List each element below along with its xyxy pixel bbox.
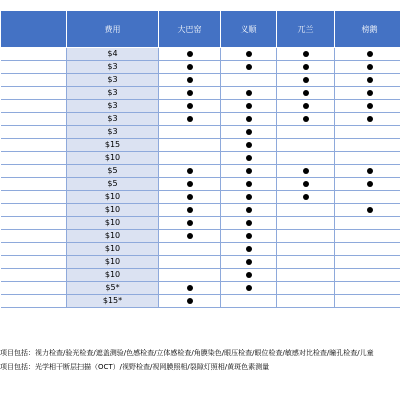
table-row	[1, 48, 400, 61]
availability-cell	[221, 100, 277, 113]
availability-cell	[335, 113, 400, 126]
fee-cell: $3	[67, 113, 159, 126]
fee-cell: $3	[67, 87, 159, 100]
availability-cell	[159, 204, 221, 217]
table-header-row	[1, 11, 400, 48]
service-name-cell	[1, 126, 67, 139]
available-dot-icon	[367, 168, 373, 174]
fee-cell: $10	[67, 191, 159, 204]
availability-cell	[221, 61, 277, 74]
availability-cell	[221, 295, 277, 308]
table-row	[1, 230, 400, 243]
table-row	[1, 139, 400, 152]
available-dot-icon	[187, 64, 193, 70]
available-dot-icon	[246, 142, 252, 148]
availability-cell	[159, 48, 221, 61]
service-name-cell	[1, 282, 67, 295]
available-dot-icon	[303, 181, 309, 187]
service-name-cell	[1, 152, 67, 165]
fee-cell: $10	[67, 204, 159, 217]
available-dot-icon	[246, 207, 252, 213]
service-name-cell	[1, 178, 67, 191]
availability-cell	[277, 217, 335, 230]
service-name-cell	[1, 113, 67, 126]
available-dot-icon	[246, 181, 252, 187]
service-name-cell	[1, 74, 67, 87]
availability-cell	[221, 256, 277, 269]
availability-cell	[335, 74, 400, 87]
fee-cell: $5*	[67, 282, 159, 295]
footnote-line: 项目包括：光学相干断层扫描（OCT）/视野检查/视网膜照相/裂隙灯照相/黄斑色素测量	[0, 363, 270, 371]
availability-cell	[335, 256, 400, 269]
availability-cell	[159, 269, 221, 282]
availability-cell	[335, 230, 400, 243]
available-dot-icon	[246, 129, 252, 135]
availability-cell	[335, 139, 400, 152]
available-dot-icon	[246, 233, 252, 239]
service-name-cell	[1, 217, 67, 230]
availability-cell	[159, 217, 221, 230]
availability-cell	[221, 243, 277, 256]
availability-cell	[159, 152, 221, 165]
availability-cell	[277, 204, 335, 217]
availability-cell	[335, 243, 400, 256]
table-row	[1, 87, 400, 100]
available-dot-icon	[367, 103, 373, 109]
availability-cell	[335, 87, 400, 100]
availability-cell	[335, 191, 400, 204]
available-dot-icon	[246, 220, 252, 226]
available-dot-icon	[187, 181, 193, 187]
available-dot-icon	[367, 181, 373, 187]
table-row	[1, 204, 400, 217]
availability-cell	[277, 61, 335, 74]
fee-cell: $3	[67, 100, 159, 113]
service-name-cell	[1, 48, 67, 61]
availability-cell	[221, 74, 277, 87]
availability-cell	[159, 126, 221, 139]
available-dot-icon	[246, 285, 252, 291]
table-row	[1, 61, 400, 74]
availability-cell	[335, 269, 400, 282]
availability-cell	[277, 282, 335, 295]
fee-cell: $10	[67, 269, 159, 282]
availability-cell	[335, 165, 400, 178]
availability-cell	[159, 113, 221, 126]
available-dot-icon	[303, 194, 309, 200]
availability-cell	[335, 295, 400, 308]
service-name-cell	[1, 269, 67, 282]
availability-cell	[221, 191, 277, 204]
availability-cell	[159, 165, 221, 178]
availability-cell	[159, 191, 221, 204]
availability-cell	[277, 139, 335, 152]
table-row	[1, 126, 400, 139]
available-dot-icon	[303, 116, 309, 122]
service-name-cell	[1, 191, 67, 204]
availability-cell	[159, 87, 221, 100]
available-dot-icon	[303, 64, 309, 70]
availability-cell	[277, 230, 335, 243]
availability-cell	[221, 139, 277, 152]
availability-cell	[335, 282, 400, 295]
available-dot-icon	[246, 194, 252, 200]
availability-cell	[277, 87, 335, 100]
availability-cell	[221, 152, 277, 165]
available-dot-icon	[246, 259, 252, 265]
service-name-cell	[1, 256, 67, 269]
available-dot-icon	[246, 103, 252, 109]
availability-cell	[159, 282, 221, 295]
available-dot-icon	[246, 168, 252, 174]
available-dot-icon	[187, 298, 193, 304]
available-dot-icon	[187, 285, 193, 291]
available-dot-icon	[187, 77, 193, 83]
available-dot-icon	[367, 116, 373, 122]
availability-cell	[277, 113, 335, 126]
available-dot-icon	[187, 220, 193, 226]
availability-cell	[277, 48, 335, 61]
available-dot-icon	[187, 207, 193, 213]
availability-cell	[277, 178, 335, 191]
availability-cell	[221, 165, 277, 178]
header-punggol: 榜鹅	[335, 11, 400, 48]
available-dot-icon	[367, 207, 373, 213]
table-row	[1, 100, 400, 113]
available-dot-icon	[246, 116, 252, 122]
table-row	[1, 217, 400, 230]
availability-cell	[159, 256, 221, 269]
service-name-cell	[1, 230, 67, 243]
fee-cell: $10	[67, 217, 159, 230]
table-row	[1, 282, 400, 295]
fee-cell: $3	[67, 126, 159, 139]
footnotes	[0, 346, 400, 374]
availability-cell	[221, 204, 277, 217]
availability-cell	[277, 126, 335, 139]
available-dot-icon	[246, 90, 252, 96]
availability-cell	[159, 178, 221, 191]
service-name-cell	[1, 165, 67, 178]
available-dot-icon	[246, 64, 252, 70]
availability-cell	[335, 100, 400, 113]
availability-cell	[277, 269, 335, 282]
availability-cell	[335, 126, 400, 139]
availability-cell	[335, 217, 400, 230]
table-row	[1, 269, 400, 282]
fee-cell: $15	[67, 139, 159, 152]
fee-cell: $10	[67, 230, 159, 243]
service-name-cell	[1, 87, 67, 100]
available-dot-icon	[303, 90, 309, 96]
available-dot-icon	[303, 168, 309, 174]
table-row	[1, 178, 400, 191]
header-toa-payoh: 大巴窑	[159, 11, 221, 48]
table-row	[1, 243, 400, 256]
service-name-cell	[1, 100, 67, 113]
available-dot-icon	[246, 155, 252, 161]
table-body	[1, 48, 400, 308]
fee-cell: $5	[67, 165, 159, 178]
available-dot-icon	[187, 233, 193, 239]
available-dot-icon	[367, 90, 373, 96]
available-dot-icon	[187, 194, 193, 200]
available-dot-icon	[187, 168, 193, 174]
service-name-cell	[1, 243, 67, 256]
fee-cell: $10	[67, 243, 159, 256]
table-row	[1, 152, 400, 165]
available-dot-icon	[187, 51, 193, 57]
availability-cell	[335, 152, 400, 165]
availability-cell	[159, 295, 221, 308]
service-name-cell	[1, 61, 67, 74]
footnote-line: 项目包括：视力检查/验光检查/遮盖测验/色感检查/立体感检查/角膜染色/眼压检查/眼位检查/敏感对比检查/瞳孔检查/儿童	[0, 349, 374, 357]
service-name-cell	[1, 139, 67, 152]
availability-cell	[221, 126, 277, 139]
service-fee-table	[0, 10, 400, 308]
availability-cell	[221, 48, 277, 61]
available-dot-icon	[187, 116, 193, 122]
header-yishun: 义顺	[221, 11, 277, 48]
table-row	[1, 165, 400, 178]
availability-cell	[159, 61, 221, 74]
availability-cell	[277, 243, 335, 256]
fee-cell: $4	[67, 48, 159, 61]
availability-cell	[221, 178, 277, 191]
available-dot-icon	[187, 90, 193, 96]
availability-cell	[277, 74, 335, 87]
availability-cell	[335, 48, 400, 61]
fee-cell: $3	[67, 61, 159, 74]
available-dot-icon	[303, 77, 309, 83]
availability-cell	[277, 100, 335, 113]
availability-cell	[277, 165, 335, 178]
availability-cell	[277, 191, 335, 204]
availability-cell	[221, 269, 277, 282]
available-dot-icon	[367, 51, 373, 57]
availability-cell	[335, 61, 400, 74]
availability-cell	[335, 204, 400, 217]
availability-cell	[277, 295, 335, 308]
available-dot-icon	[187, 103, 193, 109]
availability-cell	[221, 282, 277, 295]
header-woodlands: 兀兰	[277, 11, 335, 48]
table-row	[1, 74, 400, 87]
availability-cell	[159, 100, 221, 113]
fee-cell: $3	[67, 74, 159, 87]
table-row	[1, 191, 400, 204]
availability-cell	[221, 87, 277, 100]
availability-cell	[159, 230, 221, 243]
available-dot-icon	[246, 246, 252, 252]
available-dot-icon	[367, 64, 373, 70]
fee-cell: $10	[67, 152, 159, 165]
table-row	[1, 295, 400, 308]
fee-cell: $5	[67, 178, 159, 191]
header-service-name	[1, 11, 67, 48]
availability-cell	[159, 139, 221, 152]
service-name-cell	[1, 295, 67, 308]
available-dot-icon	[303, 51, 309, 57]
available-dot-icon	[367, 77, 373, 83]
fee-cell: $15*	[67, 295, 159, 308]
table-row	[1, 113, 400, 126]
availability-cell	[277, 152, 335, 165]
available-dot-icon	[246, 51, 252, 57]
available-dot-icon	[246, 272, 252, 278]
fee-cell: $10	[67, 256, 159, 269]
availability-cell	[159, 74, 221, 87]
availability-cell	[277, 256, 335, 269]
header-fee: 费用	[67, 11, 159, 48]
availability-cell	[221, 217, 277, 230]
service-name-cell	[1, 204, 67, 217]
table-row	[1, 256, 400, 269]
availability-cell	[221, 113, 277, 126]
availability-cell	[335, 178, 400, 191]
availability-cell	[221, 230, 277, 243]
available-dot-icon	[303, 103, 309, 109]
availability-cell	[159, 243, 221, 256]
